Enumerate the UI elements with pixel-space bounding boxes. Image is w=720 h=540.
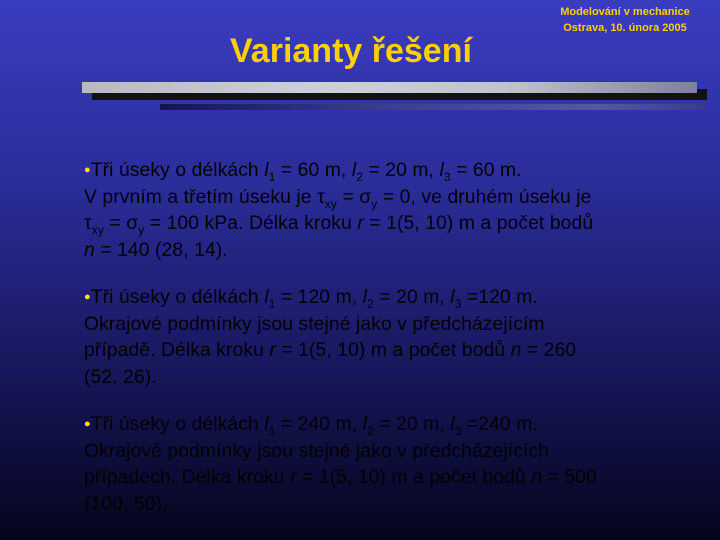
slide-title: Varianty řešení — [230, 32, 472, 70]
variant-3-paragraph: ●Tři úseky o délkách $l_1 = 240$ m, $l_2 = 20$ m, $l_3 =240$ m. Okrajové podmínky jsou stejné jako v předcházejících případech. Délka kroku r = 1(5, 10) m a počet bodů n = 500 (100, 50). — [84, 414, 597, 515]
slide-content — [84, 157, 704, 538]
bullet-icon: ● — [84, 164, 91, 176]
title-bar — [82, 82, 697, 93]
title-bar-stripe — [160, 104, 705, 110]
bullet-icon: ● — [84, 418, 91, 430]
event-name: Modelování v mechanice — [560, 6, 690, 18]
event-info — [535, 4, 715, 36]
event-place-date: Ostrava, 10. února 2005 — [563, 22, 687, 34]
variant-1-paragraph: ●Tři úseky o délkách $l_1 = 60$ m, $l_2 = 20$ m, $l_3 = 60$ m. V prvním a třetím úseku je $\tau_{xy} = \sigma_y = 0$, ve druhém úseku je $\tau_{xy} = \sigma_y = 100$ kPa. Délka kroku r = 1(5, 10) m a počet bodů n = 140 (28, 14). — [84, 160, 594, 261]
variant-2-paragraph: ●Tři úseky o délkách $l_1 = 120$ m, $l_2 = 20$ m, $l_3 =120$ m. Okrajové podmínky jsou stejné jako v předcházejícím případě. Délka kroku r = 1(5, 10) m a počet bodů n = 260 (52, 26). — [84, 287, 577, 388]
bullet-icon: ● — [84, 291, 91, 303]
